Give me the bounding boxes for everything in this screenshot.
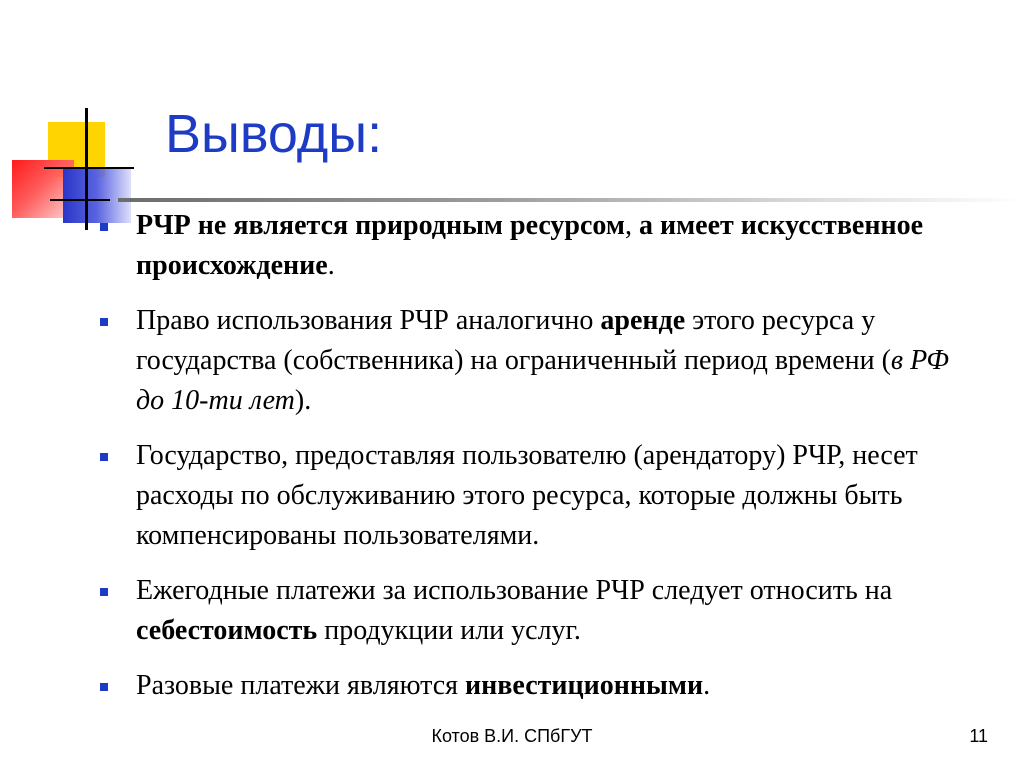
bullet-marker	[100, 318, 108, 326]
text-run: ).	[294, 385, 312, 416]
bold-text-run: инвестиционными	[465, 670, 704, 701]
bullet-item	[96, 571, 976, 651]
bullet-item	[96, 666, 976, 706]
text-run: ,	[624, 210, 639, 241]
page-number: 11	[969, 726, 988, 746]
slide-title: Выводы:	[165, 104, 383, 164]
text-run: .	[327, 250, 335, 281]
bullet-list	[96, 206, 976, 721]
bullet-marker	[100, 588, 108, 596]
horizontal-line-top	[44, 167, 134, 169]
slide-footer: Котов В.И. СПбГУТ	[431, 726, 593, 746]
bullet-marker	[100, 453, 108, 461]
bullet-marker	[100, 223, 108, 231]
horizontal-line-bottom	[50, 199, 110, 201]
bold-text-run: аренде	[600, 305, 686, 336]
title-divider	[118, 198, 1024, 202]
text-run: Ежегодные платежи за использование РЧР следует относить на	[136, 575, 893, 606]
vertical-line	[85, 108, 88, 230]
decorative-squares-logo	[0, 0, 160, 240]
text-run: Право использования РЧР аналогично	[136, 305, 601, 336]
bullet-item	[96, 436, 976, 556]
text-run: этого ресурса у государства (собственника) на ограниченный период времени (	[136, 305, 891, 376]
text-run: Государство, предоставляя пользователю (арендатору) РЧР, несет расходы по обслуживанию этого ресурса, которые должны быть компенсированы пользователями.	[136, 440, 918, 551]
text-run: продукции или услуг.	[317, 615, 581, 646]
bullet-item	[96, 301, 976, 421]
bold-text-run: себестоимость	[136, 615, 318, 646]
text-run: .	[703, 670, 711, 701]
bold-text-run: РЧР не является природным ресурсом	[136, 210, 625, 241]
text-run: Разовые платежи являются	[136, 670, 466, 701]
bullet-item	[96, 206, 976, 286]
bold-text-run: а имеет искусственное происхождение	[136, 210, 924, 281]
bullet-marker	[100, 683, 108, 691]
italic-text-run: в РФ до 10-ти лет	[136, 345, 949, 416]
